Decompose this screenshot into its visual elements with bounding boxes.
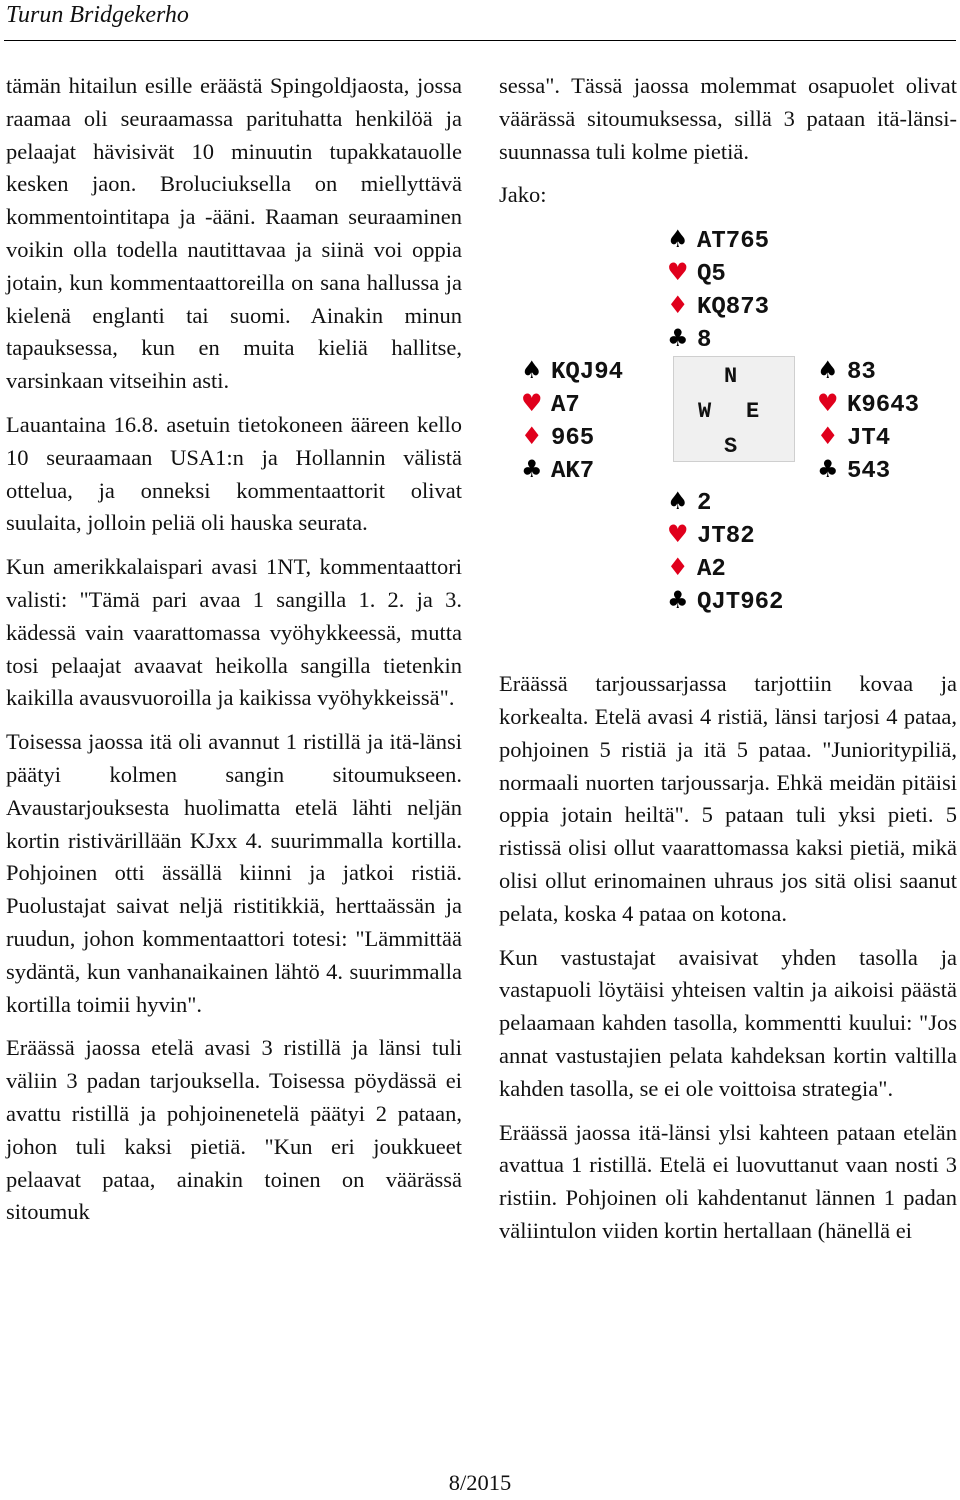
paragraph: Kun amerikkalaispari avasi 1NT, kommentaattori valisti: "Tämä pari avaa 1 sangilla 1. 2. ja 3. kädessä vain vaarattomassa vyöhykkeessä, mutta tosi pelaajat avaavat heikolla sangilla tietenkin kaikilla avausvuoroilla ja kaikissa vyöhykkeissä". <box>6 554 462 711</box>
south-hand <box>667 485 783 616</box>
heart-icon: ♥ <box>667 257 689 286</box>
heart-icon: ♥ <box>521 388 543 417</box>
compass-west: W <box>698 399 712 425</box>
south-hearts: JT82 <box>697 522 755 550</box>
north-clubs: 8 <box>697 326 712 354</box>
diamond-icon: ♦ <box>521 421 543 450</box>
deal-label: Jako: <box>499 182 547 208</box>
club-icon: ♣ <box>667 585 689 614</box>
east-hand <box>817 354 919 485</box>
west-spades: KQJ94 <box>551 359 624 387</box>
spade-icon: ♠ <box>667 225 689 254</box>
paragraph: Kun vastustajat avaisivat yhden tasolla ja vastapuoli löytäisi yhteisen valtin ja aikoisi päästä pelaamaan kahden tasolla, kommentti kuului: "Jos annat vastustajien pelata kahdeksan kortin valtilla kahden tasolla, se ei ole voittoisa strategia". <box>499 944 957 1101</box>
paragraph: sessa". Tässä jaossa molemmat osapuolet olivat väärässä sitoumuksessa, sillä 3 pataan itä-länsi-suunnassa tuli kolme pietiä. <box>499 73 957 164</box>
spade-icon: ♠ <box>817 356 839 385</box>
diamond-icon: ♦ <box>667 290 689 319</box>
paragraph: Toisessa jaossa itä oli avannut 1 ristillä ja itä-länsi päätyi kolmen sangin sitoumukseen. Avaustarjouksesta huolimatta etelä lähti neljän kortin ristivärillään KJxx 4. suurimmalla kortilla. Pohjoinen otti ässällä kiinni ja jatkoi ristiä. Puolustajat saivat neljä ristitikkiä, herttaässän ja ruudun, johon kommentaattori totesi: "Lämmittää sydäntä, kun vanhanaikainen lähtö 4. suurimmalla kortilla toimii hyvin". <box>6 729 462 1017</box>
west-diamonds: 965 <box>551 424 595 452</box>
paragraph: tämän hitailun esille eräästä Spingoldjaostа, jossa raamaa oli seuraamassa parituhatta henkilöä ja pelaajat hävisivät 10 minuutin tupakkatauolle kesken jaon. Broluciuksella on miellyttävä kommentointitapa ja -ääni. Raaman seuraaminen voikin olla todella nautittavaa ja siinä voi oppia jotain, kun kommentaattoreilla on sana hallussa ja kielenä englanti tai suomi. Ainakin minun tapauksessa, kun en muita kieliä hallitse, varsinkaan vitseihin asti. <box>6 73 462 394</box>
bridge-deal-diagram <box>499 223 957 668</box>
compass-south: S <box>724 434 738 460</box>
spade-icon: ♠ <box>667 487 689 516</box>
south-diamonds: A2 <box>697 555 726 583</box>
left-column <box>6 70 462 1240</box>
page-header <box>4 0 956 44</box>
diamond-icon: ♦ <box>817 421 839 450</box>
west-hearts: A7 <box>551 391 580 419</box>
compass-north: N <box>724 364 738 390</box>
paragraph: Eräässä jaossa etelä avasi 3 ristillä ja länsi tuli väliin 3 padan tarjouksella. Toisessa pöydässä ei avattu ristillä ja pohjoinenetelä päätyi 2 pataan, johon tuli kaksi pietiä. "Kun eri joukkueet pelaavat pataa, ainakin toinen on väärässä sitoumuk <box>6 1035 462 1225</box>
spade-icon: ♠ <box>521 356 543 385</box>
club-icon: ♣ <box>521 454 543 483</box>
west-clubs: AK7 <box>551 457 595 485</box>
east-diamonds: JT4 <box>847 424 891 452</box>
paragraph: Lauantaina 16.8. asetuin tietokoneen ääreen kello 10 seuraamaan USA1:n ja Hollannin välistä ottelua, ja onneksi kommentaattorit olivat suulaita, jolloin peliä oli hauska seurata. <box>6 411 462 536</box>
north-spades: AT765 <box>697 228 770 256</box>
north-hand <box>667 223 769 354</box>
right-column <box>499 70 957 1259</box>
south-spades: 2 <box>697 490 712 518</box>
club-icon: ♣ <box>667 323 689 352</box>
heart-icon: ♥ <box>667 519 689 548</box>
paragraph: Eräässä tarjoussarjassa tarjottiin kovaa ja korkealta. Etelä avasi 4 ristiä, länsi tarjosi 4 pataa, pohjoinen 5 ristiä ja itä 5 pataa. "Junioritypiliä, normaali nuorten tarjoussarja. Ehkä meidän pitäisi oppia jotain heiltä". 5 pataan tuli yksi pieti. 5 ristissä olisi ollut vaarattomassa kaksi pietiä, mikä olisi ollut erinomainen uhraus jos sitä olisi saanut pelata, koska 4 pataa on kotona. <box>499 671 957 926</box>
south-clubs: QJT962 <box>697 588 784 616</box>
north-diamonds: KQ873 <box>697 293 770 321</box>
header-rule <box>4 40 956 41</box>
page-number: 8/2015 <box>448 1470 512 1495</box>
paragraph: Eräässä jaossa itä-länsi ylsi kahteen pataan etelän avattua 1 ristillä. Etelä ei luovuttanut vaan nosti 3 ristiin. Pohjoinen oli kahdentanut lännen 1 padan väliintulon viiden kortin hertallaan (hänellä ei <box>499 1119 957 1243</box>
club-title: Turun Bridgekerho <box>6 2 189 28</box>
club-icon: ♣ <box>817 454 839 483</box>
north-hearts: Q5 <box>697 260 726 288</box>
east-clubs: 543 <box>847 457 891 485</box>
east-hearts: K9643 <box>847 391 920 419</box>
east-spades: 83 <box>847 359 876 387</box>
heart-icon: ♥ <box>817 388 839 417</box>
west-hand <box>521 354 623 485</box>
compass-east: E <box>746 399 760 425</box>
compass-box <box>673 356 795 462</box>
diamond-icon: ♦ <box>667 552 689 581</box>
